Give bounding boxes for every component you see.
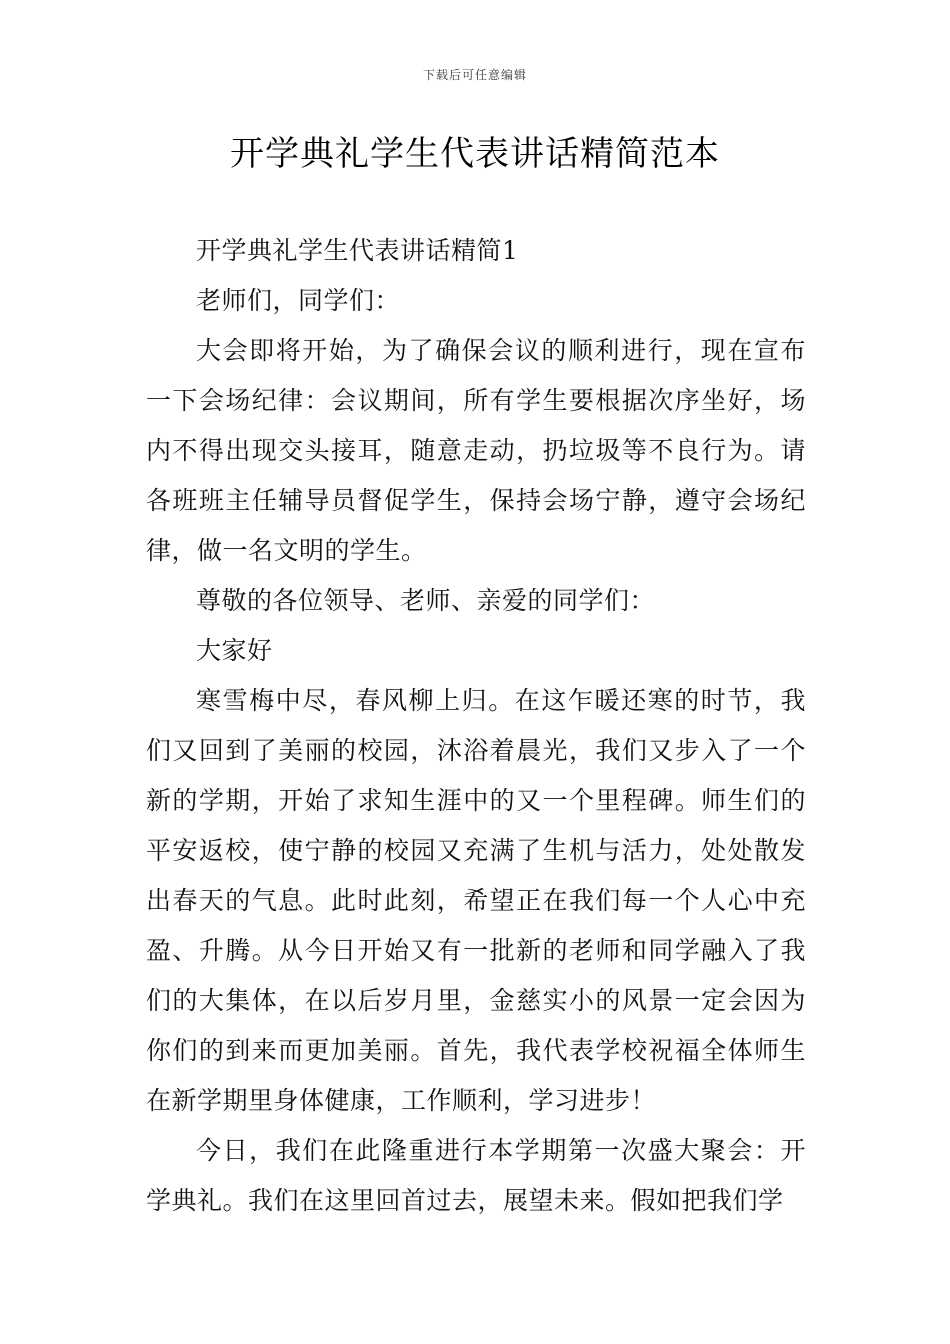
document-body	[146, 226, 806, 1226]
document-title: 开学典礼学生代表讲话精简范本	[230, 134, 720, 174]
greeting: 大家好	[196, 636, 273, 665]
paragraph: 今日，我们在此隆重进行本学期第一次盛大聚会：开学典礼。我们在这里回首过去，展望未来。假如把我们学	[146, 1136, 806, 1215]
salutation: 老师们，同学们：	[196, 286, 401, 315]
paragraph: 寒雪梅中尽，春风柳上归。在这乍暖还寒的时节，我们又回到了美丽的校园，沐浴着晨光，我们又步入了一个新的学期，开始了求知生涯中的又一个里程碑。师生们的平安返校，使宁静的校园又充满了生机与活力，处处散发出春天的气息。此时此刻，希望正在我们每一个人心中充盈、升腾。从今日开始又有一批新的老师和同学融入了我们的大集体，在以后岁月里，金慈实小的风景一定会因为你们的到来而更加美丽。首先，我代表学校祝福全体师生在新学期里身体健康，工作顺利，学习进步！	[146, 686, 806, 1115]
paragraph: 大会即将开始，为了确保会议的顺利进行，现在宣布一下会场纪律：会议期间，所有学生要根据次序坐好，场内不得出现交头接耳，随意走动，扔垃圾等不良行为。请各班班主任辅导员督促学生，保持会场宁静，遵守会场纪律，做一名文明的学生。	[146, 336, 806, 565]
salutation: 尊敬的各位领导、老师、亲爱的同学们：	[196, 586, 656, 615]
section-heading: 开学典礼学生代表讲话精简1	[196, 236, 519, 265]
header-note: 下载后可任意编辑	[422, 68, 527, 82]
